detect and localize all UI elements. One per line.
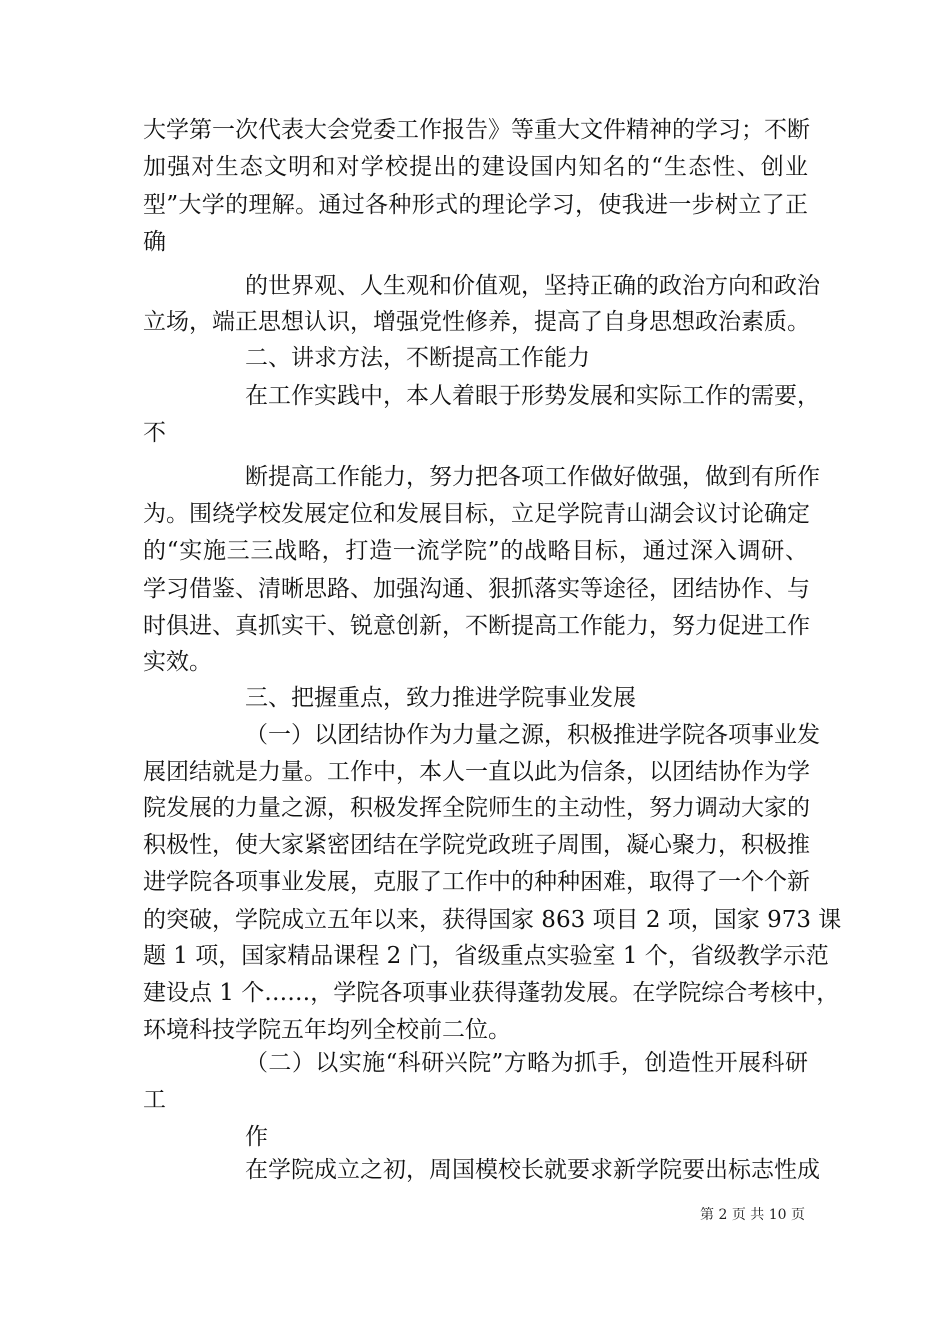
text-line: 展团结就是力量。工作中，本人一直以此为信条，以团结协作为学 [143, 759, 810, 785]
text-line: 作 [245, 1124, 268, 1150]
page-number: 第 2 页 共 10 页 [700, 1207, 805, 1223]
text-line: 院发展的力量之源，积极发挥全院师生的主动性，努力调动大家的 [143, 795, 810, 821]
section-heading: 二、讲求方法，不断提高工作能力 [245, 345, 590, 371]
text-line: 环境科技学院五年均列全校前二位。 [143, 1017, 511, 1043]
text-line: 的世界观、人生观和价值观，坚持正确的政治方向和政治 [245, 273, 820, 299]
text-line: 在工作实践中，本人着眼于形势发展和实际工作的需要， [245, 383, 820, 409]
text-line: 在学院成立之初，周国模校长就要求新学院要出标志性成 [245, 1157, 820, 1183]
text-line: 积极性，使大家紧密团结在学院党政班子周围，凝心聚力，积极推 [143, 832, 810, 858]
text-line: 确 [143, 229, 166, 255]
text-line: 立场，端正思想认识，增强党性修养，提高了自身思想政治素质。 [143, 309, 810, 335]
text-line: 为。围绕学校发展定位和发展目标，立足学院青山湖会议讨论确定 [143, 501, 810, 527]
text-line: 建设点 1 个……，学院各项事业获得蓬勃发展。在学院综合考核中， [143, 980, 840, 1006]
text-line: 时俱进、真抓实干、锐意创新，不断提高工作能力，努力促进工作 [143, 613, 810, 639]
text-line: 加强对生态文明和对学校提出的建设国内知名的“生态性、创业 [143, 154, 808, 180]
text-line: 断提高工作能力，努力把各项工作做好做强，做到有所作 [245, 464, 820, 490]
text-line: 的突破，学院成立五年以来，获得国家 863 项目 2 项，国家 973 课 [143, 907, 842, 933]
text-line: 实效。 [143, 649, 212, 675]
text-line: 题 1 项，国家精品课程 2 门，省级重点实验室 1 个，省级教学示范 [143, 943, 829, 969]
subsection-heading: （一）以团结协作为力量之源，积极推进学院各项事业发 [245, 722, 820, 748]
text-line: 的“实施三三战略，打造一流学院”的战略目标，通过深入调研、 [143, 538, 808, 564]
text-line: 进学院各项事业发展，克服了工作中的种种困难，取得了一个个新 [143, 869, 810, 895]
section-heading: 三、把握重点，致力推进学院事业发展 [245, 685, 636, 711]
subsection-heading: （二）以实施“科研兴院”方略为抓手，创造性开展科研 [245, 1050, 808, 1076]
text-line: 学习借鉴、清晰思路、加强沟通、狠抓落实等途径，团结协作、与 [143, 576, 810, 602]
text-line: 大学第一次代表大会党委工作报告》等重大文件精神的学习；不断 [143, 117, 810, 143]
text-line: 不 [143, 420, 166, 446]
text-line: 型”大学的理解。通过各种形式的理论学习，使我进一步树立了正 [143, 192, 808, 218]
text-line: 工 [143, 1087, 166, 1113]
